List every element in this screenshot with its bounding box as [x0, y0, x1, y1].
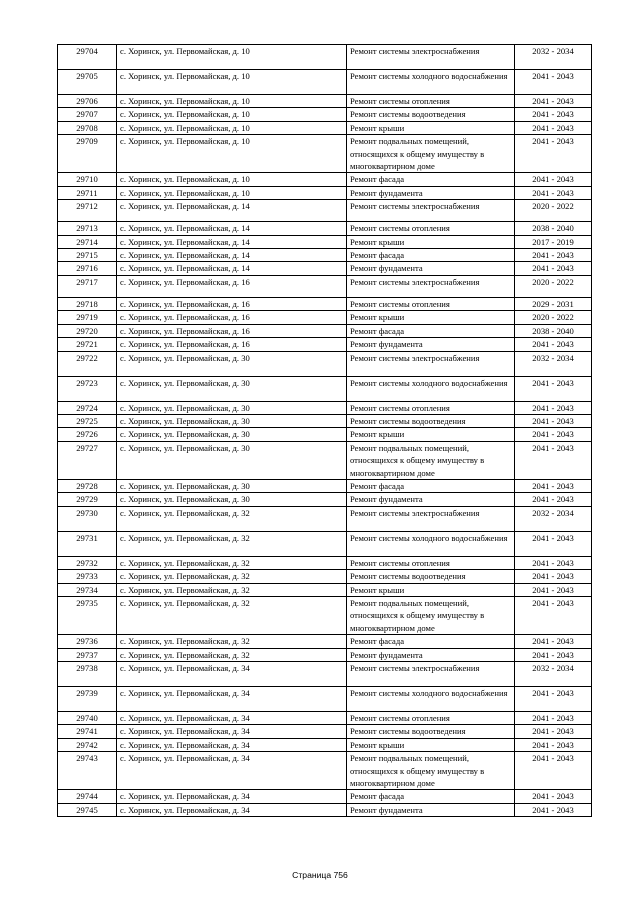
row-id-cell: 29734: [58, 583, 117, 596]
address-cell: с. Хоринск, ул. Первомайская, д. 14: [117, 235, 347, 248]
work-type-cell: Ремонт фундамента: [347, 338, 515, 351]
address-cell: с. Хоринск, ул. Первомайская, д. 30: [117, 351, 347, 376]
row-id-cell: 29736: [58, 635, 117, 648]
table-row: [58, 121, 592, 134]
address-cell: с. Хоринск, ул. Первомайская, д. 14: [117, 262, 347, 275]
row-id-cell: 29739: [58, 687, 117, 712]
work-type-cell: Ремонт крыши: [347, 428, 515, 441]
work-type-cell: Ремонт подвальных помещений, относящихся к общему имуществу в многоквартирном доме: [347, 135, 515, 173]
years-cell: 2041 - 2043: [515, 186, 592, 199]
row-id-cell: 29745: [58, 803, 117, 816]
row-id-cell: 29720: [58, 324, 117, 337]
work-type-cell: Ремонт системы электроснабжения: [347, 351, 515, 376]
address-cell: с. Хоринск, ул. Первомайская, д. 10: [117, 121, 347, 134]
row-id-cell: 29726: [58, 428, 117, 441]
address-cell: с. Хоринск, ул. Первомайская, д. 30: [117, 493, 347, 506]
row-id-cell: 29735: [58, 596, 117, 634]
address-cell: с. Хоринск, ул. Первомайская, д. 34: [117, 687, 347, 712]
years-cell: 2041 - 2043: [515, 712, 592, 725]
address-cell: с. Хоринск, ул. Первомайская, д. 10: [117, 95, 347, 108]
row-id-cell: 29712: [58, 200, 117, 222]
table-row: [58, 687, 592, 712]
years-cell: 2041 - 2043: [515, 338, 592, 351]
table-row: [58, 200, 592, 222]
work-type-cell: Ремонт системы водоотведения: [347, 414, 515, 427]
table-row: [58, 173, 592, 186]
row-id-cell: 29724: [58, 401, 117, 414]
years-cell: 2029 - 2031: [515, 297, 592, 310]
work-type-cell: Ремонт системы электроснабжения: [347, 662, 515, 687]
work-type-cell: Ремонт системы электроснабжения: [347, 506, 515, 531]
row-id-cell: 29730: [58, 506, 117, 531]
years-cell: 2041 - 2043: [515, 583, 592, 596]
table-row: [58, 376, 592, 401]
table-row: [58, 95, 592, 108]
address-cell: с. Хоринск, ул. Первомайская, д. 16: [117, 275, 347, 297]
table-row: [58, 712, 592, 725]
row-id-cell: 29723: [58, 376, 117, 401]
row-id-cell: 29722: [58, 351, 117, 376]
table-row: [58, 70, 592, 95]
years-cell: 2041 - 2043: [515, 752, 592, 790]
years-cell: 2041 - 2043: [515, 556, 592, 569]
address-cell: с. Хоринск, ул. Первомайская, д. 34: [117, 712, 347, 725]
address-cell: с. Хоринск, ул. Первомайская, д. 16: [117, 311, 347, 324]
years-cell: 2038 - 2040: [515, 222, 592, 235]
table-row: [58, 790, 592, 803]
address-cell: с. Хоринск, ул. Первомайская, д. 34: [117, 803, 347, 816]
years-cell: 2041 - 2043: [515, 249, 592, 262]
table-row: [58, 222, 592, 235]
work-type-cell: Ремонт системы холодного водоснабжения: [347, 376, 515, 401]
address-cell: с. Хоринск, ул. Первомайская, д. 32: [117, 570, 347, 583]
table-row: [58, 441, 592, 479]
years-cell: 2041 - 2043: [515, 687, 592, 712]
work-type-cell: Ремонт системы отопления: [347, 297, 515, 310]
work-type-cell: Ремонт крыши: [347, 311, 515, 324]
row-id-cell: 29709: [58, 135, 117, 173]
address-cell: с. Хоринск, ул. Первомайская, д. 30: [117, 479, 347, 492]
row-id-cell: 29708: [58, 121, 117, 134]
address-cell: с. Хоринск, ул. Первомайская, д. 30: [117, 401, 347, 414]
row-id-cell: 29727: [58, 441, 117, 479]
row-id-cell: 29741: [58, 725, 117, 738]
table-row: [58, 275, 592, 297]
years-cell: 2020 - 2022: [515, 200, 592, 222]
page-number: Страница 756: [292, 870, 348, 880]
work-type-cell: Ремонт фасада: [347, 635, 515, 648]
work-type-cell: Ремонт системы холодного водоснабжения: [347, 531, 515, 556]
years-cell: 2041 - 2043: [515, 803, 592, 816]
capital-repair-table: [57, 44, 592, 817]
row-id-cell: 29721: [58, 338, 117, 351]
work-type-cell: Ремонт системы холодного водоснабжения: [347, 70, 515, 95]
table-row: [58, 186, 592, 199]
table-row: [58, 725, 592, 738]
years-cell: 2041 - 2043: [515, 441, 592, 479]
table-row: [58, 596, 592, 634]
work-type-cell: Ремонт системы электроснабжения: [347, 275, 515, 297]
years-cell: 2032 - 2034: [515, 45, 592, 70]
row-id-cell: 29725: [58, 414, 117, 427]
address-cell: с. Хоринск, ул. Первомайская, д. 16: [117, 338, 347, 351]
work-type-cell: Ремонт системы холодного водоснабжения: [347, 687, 515, 712]
years-cell: 2017 - 2019: [515, 235, 592, 248]
work-type-cell: Ремонт фасада: [347, 324, 515, 337]
table-row: [58, 414, 592, 427]
work-type-cell: Ремонт крыши: [347, 121, 515, 134]
row-id-cell: 29710: [58, 173, 117, 186]
address-cell: с. Хоринск, ул. Первомайская, д. 14: [117, 200, 347, 222]
work-type-cell: Ремонт фасада: [347, 479, 515, 492]
table-row: [58, 570, 592, 583]
address-cell: с. Хоринск, ул. Первомайская, д. 16: [117, 324, 347, 337]
address-cell: с. Хоринск, ул. Первомайская, д. 32: [117, 635, 347, 648]
address-cell: с. Хоринск, ул. Первомайская, д. 30: [117, 376, 347, 401]
years-cell: 2041 - 2043: [515, 108, 592, 121]
address-cell: с. Хоринск, ул. Первомайская, д. 34: [117, 662, 347, 687]
table-row: [58, 108, 592, 121]
address-cell: с. Хоринск, ул. Первомайская, д. 30: [117, 414, 347, 427]
address-cell: с. Хоринск, ул. Первомайская, д. 34: [117, 738, 347, 751]
work-type-cell: Ремонт фасада: [347, 790, 515, 803]
table-row: [58, 235, 592, 248]
years-cell: 2041 - 2043: [515, 790, 592, 803]
row-id-cell: 29731: [58, 531, 117, 556]
work-type-cell: Ремонт системы водоотведения: [347, 108, 515, 121]
years-cell: 2041 - 2043: [515, 401, 592, 414]
years-cell: 2041 - 2043: [515, 70, 592, 95]
table-row: [58, 531, 592, 556]
work-type-cell: Ремонт подвальных помещений, относящихся к общему имуществу в многоквартирном доме: [347, 752, 515, 790]
row-id-cell: 29715: [58, 249, 117, 262]
years-cell: 2041 - 2043: [515, 738, 592, 751]
years-cell: 2041 - 2043: [515, 570, 592, 583]
work-type-cell: Ремонт фундамента: [347, 186, 515, 199]
address-cell: с. Хоринск, ул. Первомайская, д. 10: [117, 186, 347, 199]
years-cell: 2041 - 2043: [515, 725, 592, 738]
address-cell: с. Хоринск, ул. Первомайская, д. 10: [117, 108, 347, 121]
years-cell: 2041 - 2043: [515, 493, 592, 506]
years-cell: 2041 - 2043: [515, 531, 592, 556]
address-cell: с. Хоринск, ул. Первомайская, д. 34: [117, 790, 347, 803]
table-body: [58, 45, 592, 817]
row-id-cell: 29707: [58, 108, 117, 121]
table-row: [58, 556, 592, 569]
address-cell: с. Хоринск, ул. Первомайская, д. 30: [117, 441, 347, 479]
row-id-cell: 29738: [58, 662, 117, 687]
work-type-cell: Ремонт системы электроснабжения: [347, 200, 515, 222]
table-row: [58, 493, 592, 506]
years-cell: 2041 - 2043: [515, 479, 592, 492]
row-id-cell: 29711: [58, 186, 117, 199]
work-type-cell: Ремонт системы отопления: [347, 556, 515, 569]
address-cell: с. Хоринск, ул. Первомайская, д. 10: [117, 173, 347, 186]
work-type-cell: Ремонт фасада: [347, 173, 515, 186]
address-cell: с. Хоринск, ул. Первомайская, д. 34: [117, 752, 347, 790]
row-id-cell: 29728: [58, 479, 117, 492]
table-row: [58, 506, 592, 531]
address-cell: с. Хоринск, ул. Первомайская, д. 32: [117, 583, 347, 596]
row-id-cell: 29744: [58, 790, 117, 803]
address-cell: с. Хоринск, ул. Первомайская, д. 32: [117, 648, 347, 661]
work-type-cell: Ремонт системы электроснабжения: [347, 45, 515, 70]
row-id-cell: 29732: [58, 556, 117, 569]
address-cell: с. Хоринск, ул. Первомайская, д. 32: [117, 556, 347, 569]
years-cell: 2041 - 2043: [515, 262, 592, 275]
row-id-cell: 29719: [58, 311, 117, 324]
row-id-cell: 29743: [58, 752, 117, 790]
years-cell: 2041 - 2043: [515, 135, 592, 173]
years-cell: 2041 - 2043: [515, 428, 592, 441]
row-id-cell: 29705: [58, 70, 117, 95]
address-cell: с. Хоринск, ул. Первомайская, д. 10: [117, 135, 347, 173]
work-type-cell: Ремонт подвальных помещений, относящихся к общему имуществу в многоквартирном доме: [347, 441, 515, 479]
row-id-cell: 29716: [58, 262, 117, 275]
table-row: [58, 401, 592, 414]
address-cell: с. Хоринск, ул. Первомайская, д. 30: [117, 428, 347, 441]
row-id-cell: 29740: [58, 712, 117, 725]
years-cell: 2038 - 2040: [515, 324, 592, 337]
years-cell: 2041 - 2043: [515, 635, 592, 648]
work-type-cell: Ремонт фундамента: [347, 803, 515, 816]
work-type-cell: Ремонт подвальных помещений, относящихся к общему имуществу в многоквартирном доме: [347, 596, 515, 634]
address-cell: с. Хоринск, ул. Первомайская, д. 10: [117, 70, 347, 95]
address-cell: с. Хоринск, ул. Первомайская, д. 16: [117, 297, 347, 310]
table-row: [58, 752, 592, 790]
years-cell: 2020 - 2022: [515, 275, 592, 297]
row-id-cell: 29718: [58, 297, 117, 310]
work-type-cell: Ремонт системы отопления: [347, 95, 515, 108]
work-type-cell: Ремонт фасада: [347, 249, 515, 262]
years-cell: 2032 - 2034: [515, 506, 592, 531]
row-id-cell: 29729: [58, 493, 117, 506]
years-cell: 2041 - 2043: [515, 173, 592, 186]
table-row: [58, 648, 592, 661]
table-row: [58, 428, 592, 441]
table-row: [58, 583, 592, 596]
years-cell: 2032 - 2034: [515, 351, 592, 376]
address-cell: с. Хоринск, ул. Первомайская, д. 34: [117, 725, 347, 738]
address-cell: с. Хоринск, ул. Первомайская, д. 32: [117, 506, 347, 531]
table-row: [58, 297, 592, 310]
table-row: [58, 479, 592, 492]
table-row: [58, 662, 592, 687]
address-cell: с. Хоринск, ул. Первомайская, д. 14: [117, 249, 347, 262]
row-id-cell: 29717: [58, 275, 117, 297]
years-cell: 2020 - 2022: [515, 311, 592, 324]
work-type-cell: Ремонт системы отопления: [347, 222, 515, 235]
row-id-cell: 29733: [58, 570, 117, 583]
row-id-cell: 29737: [58, 648, 117, 661]
row-id-cell: 29706: [58, 95, 117, 108]
years-cell: 2041 - 2043: [515, 376, 592, 401]
work-type-cell: Ремонт крыши: [347, 235, 515, 248]
table-row: [58, 249, 592, 262]
table-row: [58, 738, 592, 751]
row-id-cell: 29742: [58, 738, 117, 751]
years-cell: 2041 - 2043: [515, 596, 592, 634]
work-type-cell: Ремонт системы водоотведения: [347, 570, 515, 583]
work-type-cell: Ремонт фундамента: [347, 262, 515, 275]
address-cell: с. Хоринск, ул. Первомайская, д. 32: [117, 596, 347, 634]
years-cell: 2041 - 2043: [515, 414, 592, 427]
table-row: [58, 635, 592, 648]
row-id-cell: 29713: [58, 222, 117, 235]
table-row: [58, 338, 592, 351]
address-cell: с. Хоринск, ул. Первомайская, д. 32: [117, 531, 347, 556]
years-cell: 2041 - 2043: [515, 648, 592, 661]
table-row: [58, 311, 592, 324]
work-type-cell: Ремонт крыши: [347, 583, 515, 596]
row-id-cell: 29704: [58, 45, 117, 70]
table-row: [58, 45, 592, 70]
table-row: [58, 135, 592, 173]
work-type-cell: Ремонт крыши: [347, 738, 515, 751]
work-type-cell: Ремонт системы отопления: [347, 401, 515, 414]
years-cell: 2032 - 2034: [515, 662, 592, 687]
table-row: [58, 324, 592, 337]
work-type-cell: Ремонт фундамента: [347, 648, 515, 661]
work-type-cell: Ремонт системы отопления: [347, 712, 515, 725]
table-row: [58, 351, 592, 376]
work-type-cell: Ремонт фундамента: [347, 493, 515, 506]
address-cell: с. Хоринск, ул. Первомайская, д. 10: [117, 45, 347, 70]
years-cell: 2041 - 2043: [515, 95, 592, 108]
years-cell: 2041 - 2043: [515, 121, 592, 134]
row-id-cell: 29714: [58, 235, 117, 248]
table-row: [58, 803, 592, 816]
address-cell: с. Хоринск, ул. Первомайская, д. 14: [117, 222, 347, 235]
table-row: [58, 262, 592, 275]
work-type-cell: Ремонт системы водоотведения: [347, 725, 515, 738]
